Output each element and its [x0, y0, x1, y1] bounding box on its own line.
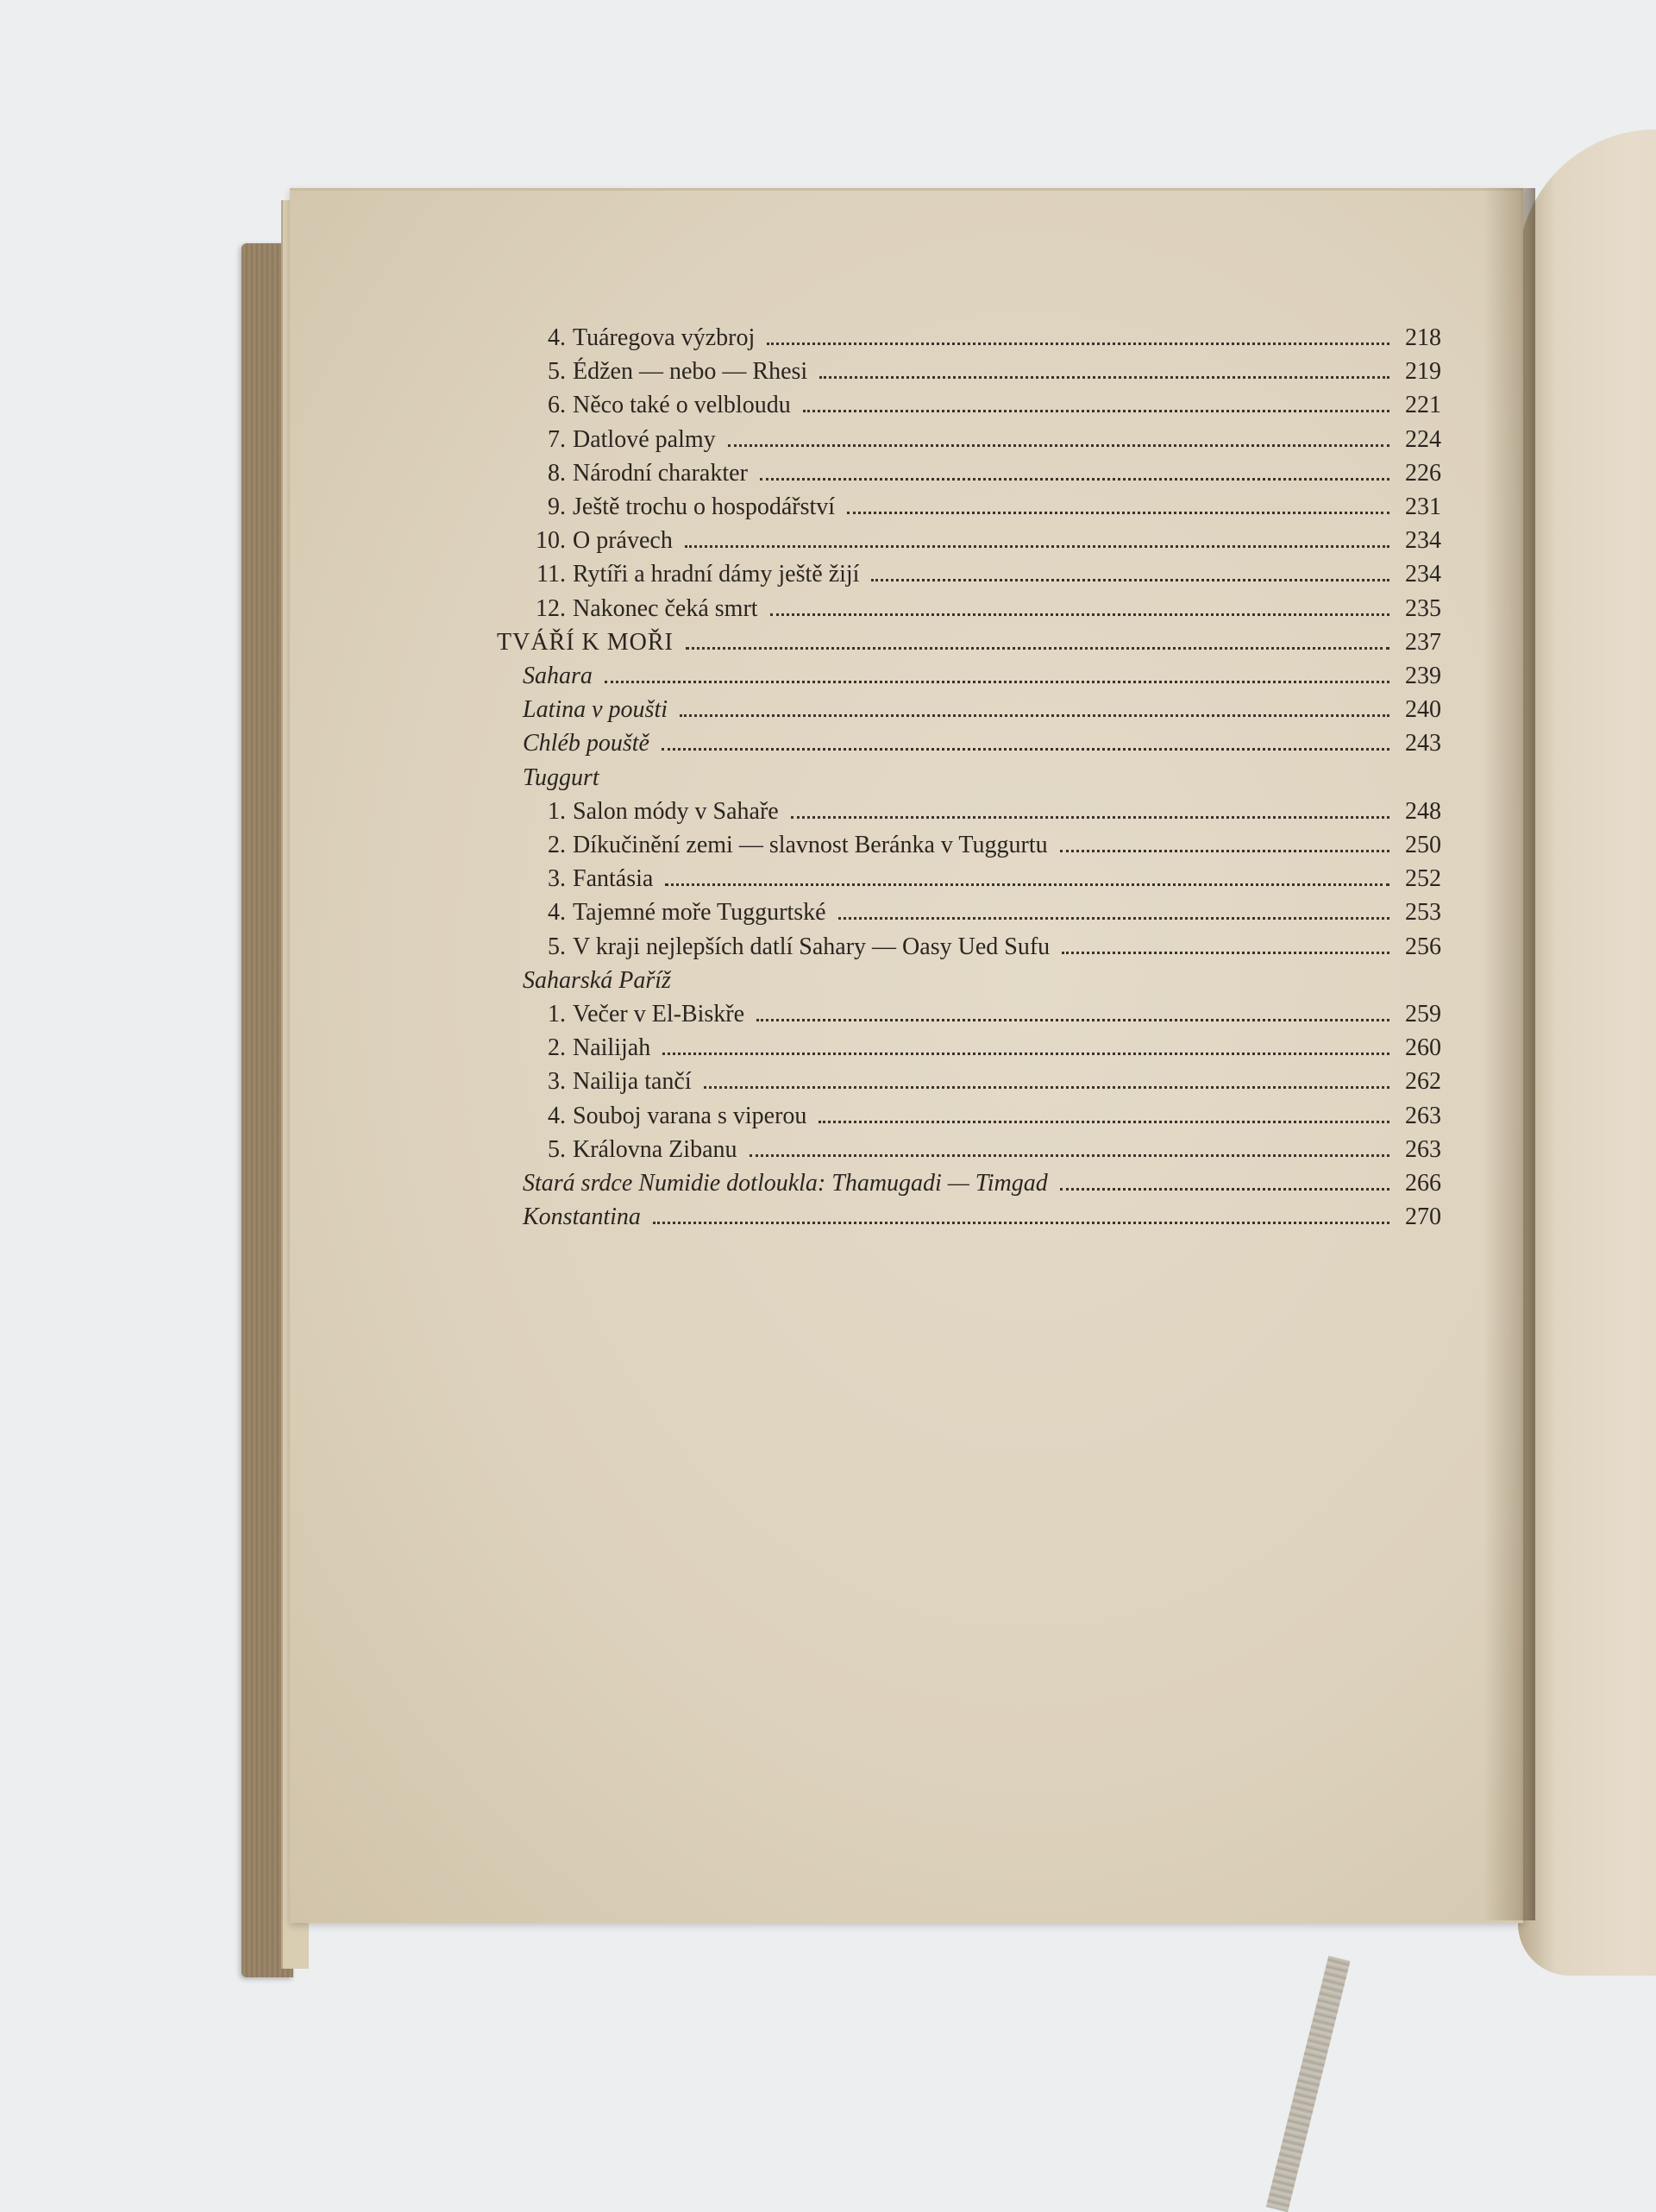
dot-leader [1062, 951, 1389, 954]
toc-entry-number: 4. [548, 899, 566, 927]
toc-entry-title [531, 932, 1050, 963]
toc-entry-number: 1. [548, 1001, 566, 1027]
toc-page-number: 218 [1405, 324, 1441, 351]
toc-entry-text: Latina v poušti [523, 696, 668, 724]
toc-entry [531, 356, 1441, 387]
toc-entry [531, 1066, 1441, 1097]
toc-entry [531, 796, 1441, 827]
toc-entry-title [531, 356, 807, 387]
dot-leader [605, 680, 1389, 683]
toc-page-number: 253 [1405, 899, 1441, 927]
toc-page-number: 231 [1405, 493, 1441, 520]
toc-entry [523, 694, 1441, 726]
toc-entry [531, 1033, 1441, 1064]
dot-leader [1060, 849, 1389, 852]
toc-entry-number: 2. [548, 832, 566, 858]
toc-entry [531, 559, 1441, 590]
toc-entry [523, 728, 1441, 759]
toc-entry-title [531, 830, 1048, 861]
toc-entry-text: Datlové palmy [573, 425, 716, 453]
toc-entry-text: O právech [573, 527, 673, 555]
toc-entry-title [523, 1202, 641, 1233]
dot-leader [767, 342, 1389, 345]
dot-leader [685, 544, 1389, 548]
page-gutter-shadow [1484, 188, 1535, 1920]
dot-leader [1060, 1187, 1389, 1191]
toc-entry-number: 3. [548, 865, 566, 893]
toc-page-number: 234 [1405, 527, 1441, 555]
dot-leader [653, 1221, 1389, 1224]
toc-entry-title [531, 390, 791, 421]
toc-entry [531, 424, 1441, 456]
toc-entry-number: 7. [548, 425, 566, 453]
toc-entry [531, 830, 1441, 861]
toc-entry-text: Konstantina [523, 1203, 641, 1231]
toc-entry-number: 6. [548, 392, 566, 419]
toc-entry-text: Tuáregova výzbroj [573, 324, 756, 351]
toc-entry-title [523, 728, 649, 759]
toc-entry-title [531, 864, 653, 895]
toc-entry-title [531, 323, 755, 354]
dot-leader [665, 883, 1389, 886]
toc-page-number: 252 [1405, 865, 1441, 893]
dot-leader [662, 747, 1389, 751]
toc-page-number: 263 [1405, 1102, 1441, 1129]
toc-entry-number: 2. [548, 1034, 566, 1062]
dot-leader [728, 443, 1389, 447]
dot-leader [791, 815, 1389, 819]
toc-entry-title [531, 458, 748, 489]
toc-entry-text: Nailijah [573, 1034, 651, 1062]
toc-entry-text: Národní charakter [573, 459, 748, 487]
toc-entry-number: 5. [548, 933, 566, 960]
toc-entry [523, 763, 1441, 794]
toc-entry-text: Tuggurt [523, 764, 599, 791]
toc-entry-title [531, 796, 779, 827]
dot-leader [756, 1018, 1389, 1021]
toc-entry-title [523, 763, 599, 794]
toc-entry-text: Chléb pouště [523, 730, 649, 757]
toc-page-number: 234 [1405, 561, 1441, 588]
toc-page-number: 266 [1405, 1170, 1441, 1197]
toc-page-number: 243 [1405, 730, 1441, 757]
toc-page-number: 221 [1405, 392, 1441, 419]
toc-entry-number: 5. [548, 1135, 566, 1163]
toc-page-number: 224 [1405, 425, 1441, 453]
toc-page-number: 262 [1405, 1068, 1441, 1096]
toc-entry-text: Sahara [523, 663, 593, 689]
dot-leader [704, 1085, 1389, 1089]
toc-entry-title [531, 1033, 650, 1064]
toc-entry-text: Rytíři a hradní dámy ještě žijí [573, 561, 860, 588]
toc-entry [523, 661, 1441, 692]
toc-entry-title [523, 661, 593, 692]
toc-entry-title [497, 627, 674, 658]
ribbon-bookmark [1266, 1956, 1351, 2212]
toc-entry-number: 5. [548, 358, 566, 386]
dot-leader [838, 916, 1389, 920]
book-page [290, 188, 1523, 1923]
toc-entry-number: 3. [548, 1068, 566, 1096]
toc-entry-title [531, 492, 835, 523]
dot-leader [819, 375, 1389, 379]
toc-entry [531, 1101, 1441, 1132]
toc-entry [531, 458, 1441, 489]
dot-leader [680, 713, 1389, 717]
toc-entry [531, 864, 1441, 895]
toc-page-number: 248 [1405, 797, 1441, 825]
toc-entry-title [531, 525, 673, 556]
toc-entry-number: 1. [548, 797, 566, 825]
toc-entry-text: Díkučinění zemi — slavnost Beránka v Tuggurtu [573, 832, 1048, 858]
toc-entry-title [523, 1168, 1048, 1199]
toc-entry-text: Nakonec čeká smrt [573, 594, 758, 622]
toc-entry [531, 932, 1441, 963]
toc-entry-title [523, 965, 671, 996]
toc-page-number: 219 [1405, 358, 1441, 386]
toc-entry-number: 8. [548, 459, 566, 487]
toc-page-number: 226 [1405, 459, 1441, 487]
toc-entry-title [531, 1066, 692, 1097]
toc-entry-number: 4. [548, 324, 566, 351]
toc-page-number: 239 [1405, 663, 1441, 689]
table-of-contents [290, 191, 1523, 1923]
toc-entry [523, 1168, 1441, 1199]
toc-entry-text: Večer v El-Biskře [573, 1001, 745, 1027]
toc-entry [531, 897, 1441, 928]
dot-leader [803, 409, 1389, 412]
dot-leader [819, 1120, 1389, 1123]
toc-entry [497, 627, 1441, 658]
toc-entry [531, 594, 1441, 625]
dot-leader [770, 613, 1389, 616]
toc-page-number: 237 [1405, 628, 1441, 656]
toc-entry-title [531, 424, 716, 456]
toc-entry-text: TVÁŘÍ K MOŘI [497, 628, 674, 656]
toc-entry-title [531, 559, 859, 590]
dot-leader [662, 1052, 1389, 1055]
toc-page-number: 260 [1405, 1034, 1441, 1062]
dot-leader [760, 477, 1389, 481]
toc-page-number: 263 [1405, 1135, 1441, 1163]
toc-entry [523, 965, 1441, 996]
toc-entry-text: Královna Zibanu [573, 1135, 737, 1163]
toc-entry [531, 492, 1441, 523]
toc-entry-title [531, 1134, 737, 1166]
toc-entry-text: V kraji nejlepších datlí Sahary — Oasy Ued Sufu [573, 933, 1051, 960]
toc-entry [531, 1134, 1441, 1166]
toc-page-number: 235 [1405, 594, 1441, 622]
toc-entry-title [523, 694, 668, 726]
toc-entry-title [531, 594, 758, 625]
toc-page-number: 270 [1405, 1203, 1441, 1231]
dot-leader [871, 578, 1389, 581]
toc-entry-number: 4. [548, 1102, 566, 1129]
toc-entry-text: Stará srdce Numidie dotloukla: Thamugadi — Timgad [523, 1170, 1048, 1197]
toc-entry [531, 999, 1441, 1030]
toc-entry-title [531, 999, 744, 1030]
toc-entry-text: Nailija tančí [573, 1068, 692, 1096]
toc-entry-number: 10. [536, 527, 566, 555]
toc-page-number: 240 [1405, 696, 1441, 724]
toc-entry [523, 1202, 1441, 1233]
toc-entry-text: Ještě trochu o hospodářství [573, 493, 836, 520]
toc-entry-number: 11. [536, 561, 566, 588]
toc-entry [531, 323, 1441, 354]
dot-leader [750, 1153, 1390, 1157]
toc-page-number: 250 [1405, 832, 1441, 858]
dot-leader [686, 646, 1389, 650]
toc-entry-text: Salon módy v Sahaře [573, 797, 779, 825]
toc-entry-text: Fantásia [573, 865, 654, 893]
toc-entry-text: Saharská Paříž [523, 966, 671, 994]
toc-entry-text: Souboj varana s viperou [573, 1102, 807, 1129]
toc-entry-text: Něco také o velbloudu [573, 392, 791, 419]
toc-entry [531, 390, 1441, 421]
toc-entry-text: Tajemné moře Tuggurtské [573, 899, 826, 927]
toc-page-number: 256 [1405, 933, 1441, 960]
toc-entry-number: 9. [548, 493, 566, 520]
toc-entry-title [531, 1101, 806, 1132]
toc-entry-text: Édžen — nebo — Rhesi [573, 358, 808, 386]
toc-entry-title [531, 897, 826, 928]
toc-entry-number: 12. [536, 594, 566, 622]
facing-page [1518, 129, 1656, 1976]
toc-page-number: 259 [1405, 1001, 1441, 1027]
dot-leader [847, 511, 1389, 514]
toc-entry [531, 525, 1441, 556]
